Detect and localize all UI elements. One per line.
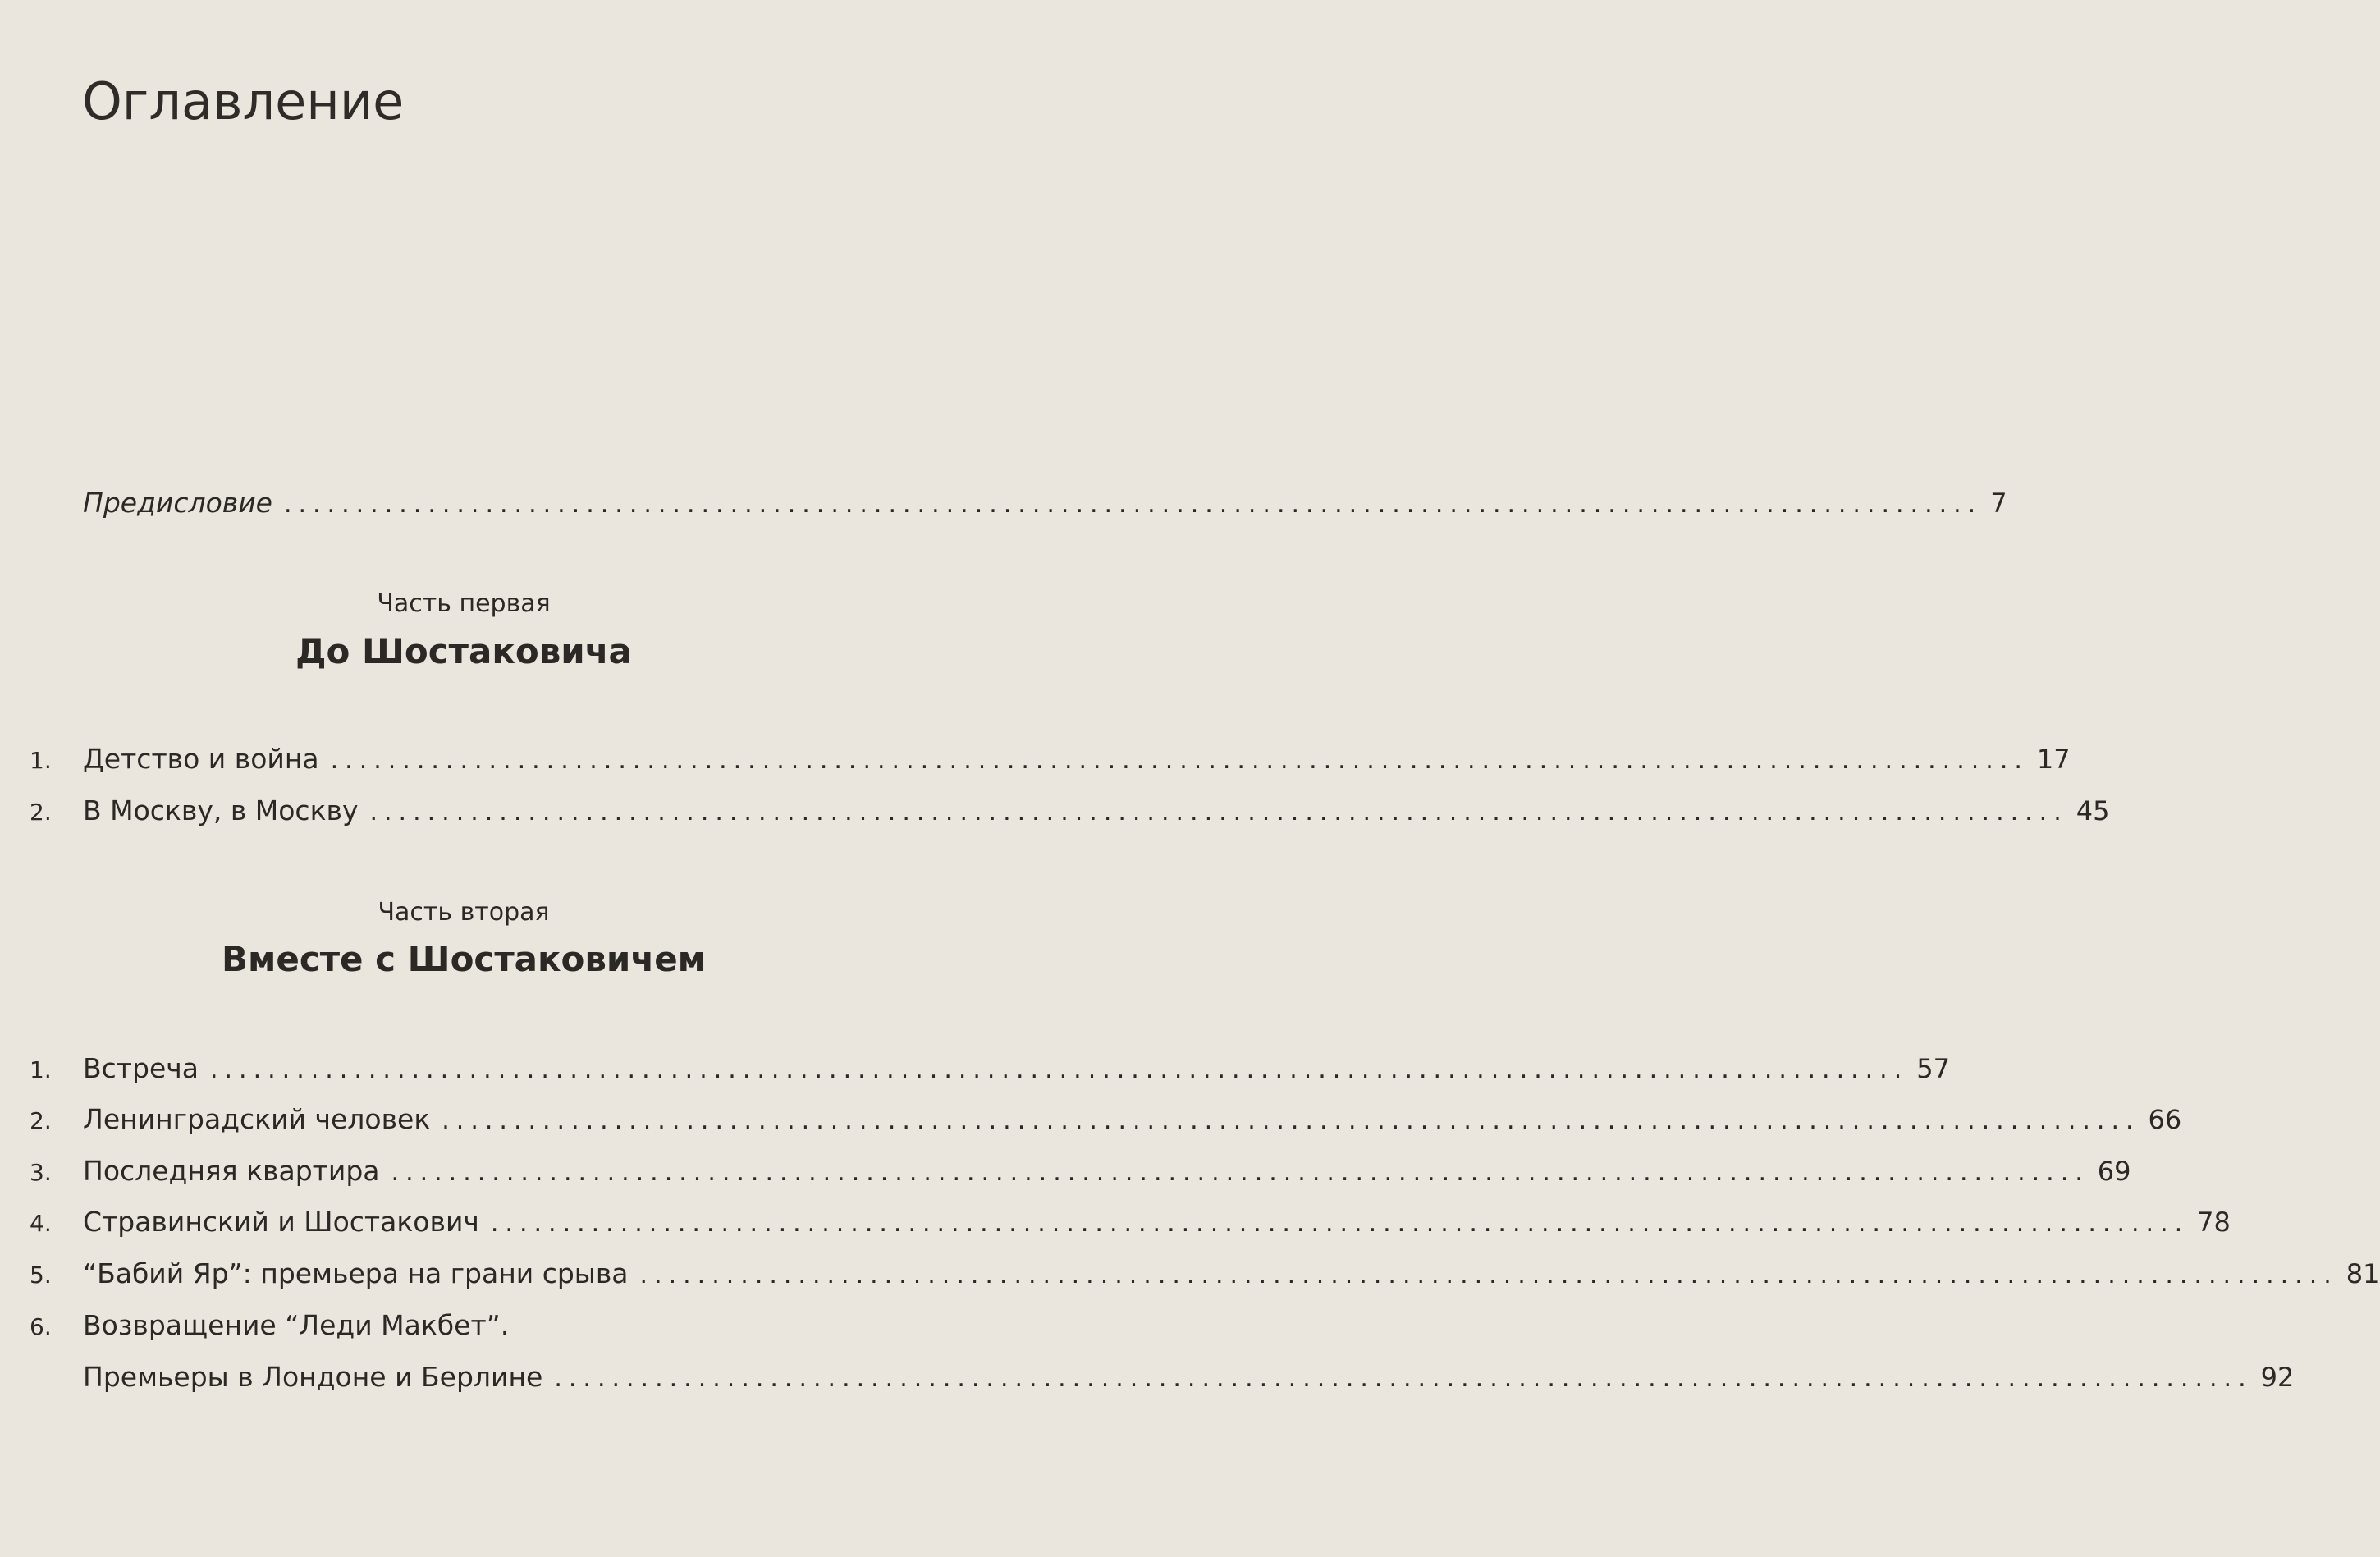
toc-entry[interactable] bbox=[30, 1153, 2131, 1189]
toc-entry-label: Последняя квартира bbox=[83, 1155, 380, 1187]
toc-entry-page: 81 bbox=[2346, 1258, 2380, 1289]
toc-entry-page: 17 bbox=[2036, 744, 2071, 775]
page-title: Оглавление bbox=[82, 71, 405, 131]
toc-entry[interactable] bbox=[30, 793, 2110, 829]
part-title: До Шостаковича bbox=[295, 631, 632, 671]
dot-leader: ...................................................................................................................... bbox=[391, 1158, 2089, 1187]
toc-entry[interactable] bbox=[30, 1204, 2231, 1240]
part-label: Часть первая bbox=[377, 589, 551, 618]
toc-entry-number: 2. bbox=[30, 799, 52, 826]
toc-entry[interactable] bbox=[30, 1051, 1950, 1087]
toc-entry-number: 3. bbox=[30, 1159, 52, 1186]
dot-leader: ...................................................................................................................... bbox=[209, 1056, 1909, 1084]
dot-leader: ...................................................................................................................... bbox=[330, 746, 2029, 775]
toc-entry-label: В Москву, в Москву bbox=[83, 795, 359, 827]
toc-entry-page: 78 bbox=[2197, 1207, 2231, 1238]
part-title: Вместе с Шостаковичем bbox=[221, 939, 707, 979]
toc-entry-label: Встреча bbox=[83, 1052, 199, 1084]
toc-entry-label: Стравинский и Шостакович bbox=[83, 1206, 479, 1238]
toc-entry-number: 4. bbox=[30, 1210, 52, 1237]
toc-entry-page: 92 bbox=[2260, 1362, 2295, 1393]
toc-entry-page: 69 bbox=[2097, 1156, 2131, 1187]
toc-entry-label: Детство и война bbox=[83, 743, 319, 775]
dot-leader: ...................................................................................................................... bbox=[283, 490, 1983, 519]
part-label: Часть вторая bbox=[378, 898, 550, 927]
toc-entry-label: Возвращение “Леди Макбет”. bbox=[83, 1309, 510, 1341]
toc-entry-label: “Бабий Яр”: премьера на грани срыва bbox=[83, 1257, 629, 1289]
toc-entry[interactable] bbox=[30, 1256, 2380, 1292]
dot-leader: ...................................................................................................................... bbox=[490, 1209, 2190, 1238]
toc-entry-page: 66 bbox=[2148, 1104, 2182, 1135]
toc-entry-number: 2. bbox=[30, 1107, 52, 1134]
toc-entry[interactable] bbox=[30, 1307, 899, 1344]
dot-leader: ...................................................................................................................... bbox=[639, 1261, 2338, 1289]
toc-entry[interactable] bbox=[30, 741, 2071, 777]
toc-entry-number: 1. bbox=[30, 1056, 52, 1083]
toc-entry-preface[interactable] bbox=[30, 485, 2007, 521]
toc-entry-label: Премьеры в Лондоне и Берлине bbox=[83, 1361, 543, 1393]
toc-entry-page: 45 bbox=[2076, 795, 2110, 827]
toc-entry-number: 6. bbox=[30, 1313, 52, 1340]
toc-entry-continuation[interactable] bbox=[83, 1359, 2295, 1395]
dot-leader: ...................................................................................................................... bbox=[554, 1364, 2253, 1393]
toc-entry-number: 1. bbox=[30, 747, 52, 774]
toc-entry-page: 57 bbox=[1916, 1053, 1950, 1084]
toc-entry-number: 5. bbox=[30, 1262, 52, 1289]
toc-entry-label: Ленинградский человек bbox=[83, 1103, 431, 1135]
dot-leader: ...................................................................................................................... bbox=[369, 798, 2068, 827]
toc-entry[interactable] bbox=[30, 1101, 2182, 1138]
toc-entry-page: 7 bbox=[1990, 488, 2007, 519]
dot-leader: ...................................................................................................................... bbox=[442, 1106, 2140, 1135]
toc-entry-label: Предисловие bbox=[83, 487, 272, 519]
